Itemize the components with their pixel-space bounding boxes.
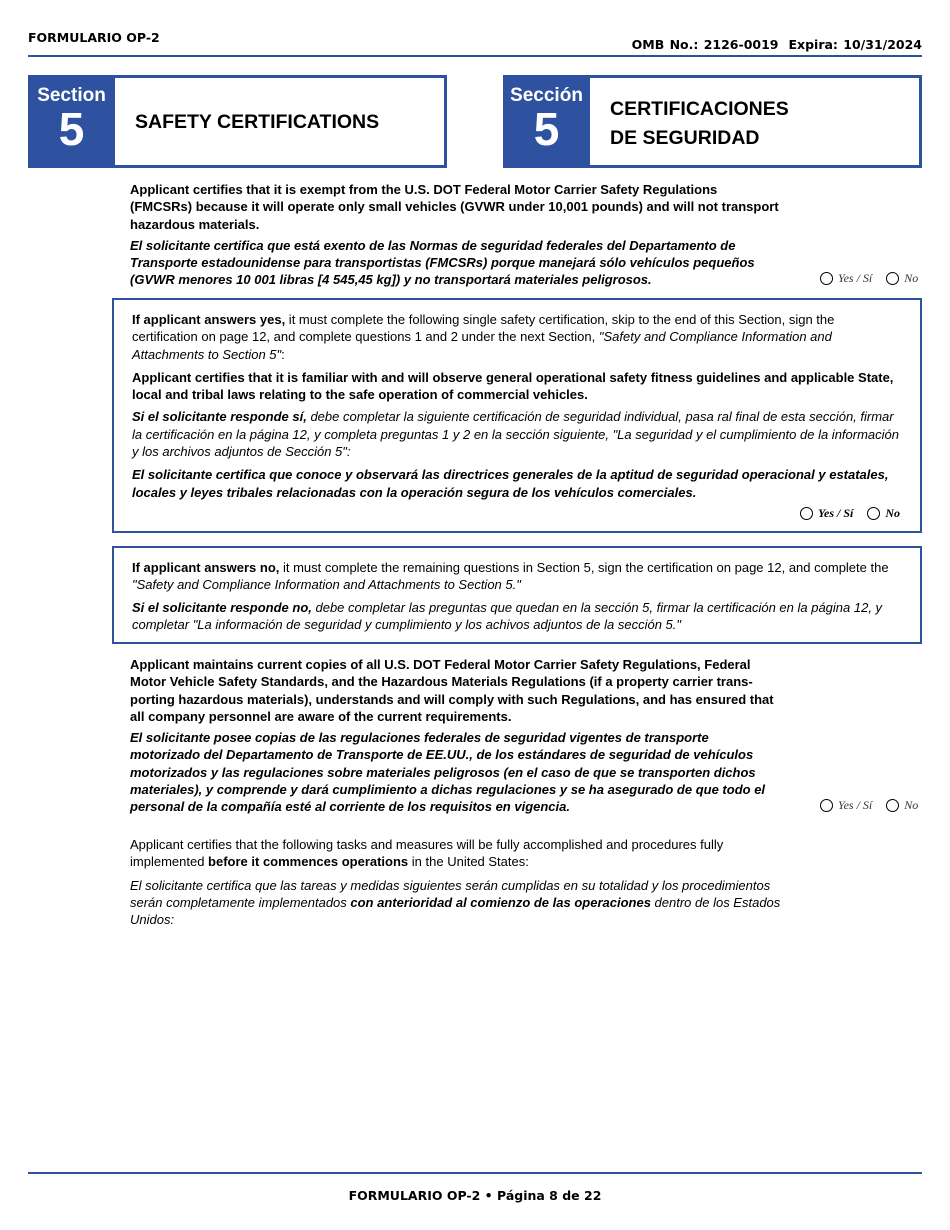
if-yes-lead-en: If applicant answers yes, (132, 312, 286, 327)
tasks-es (130, 877, 790, 929)
if-yes-instructions-es (132, 408, 902, 460)
radio-circle-icon (820, 799, 833, 812)
question-copies (130, 656, 782, 816)
tasks-en-start: Applicant certifies that the following tasks and measures will be fully accomplished and procedures fully implemented (130, 837, 724, 870)
question-exempt-en: Applicant certifies that it is exempt from the U.S. DOT Federal Motor Carrier Safety Regulations (FMCSRs) because it will operate only small vehicles (GVWR under 10,001 pounds) and will not transport hazardous materials. (130, 182, 779, 232)
single-cert-yes-label: Yes / Sí (818, 506, 854, 520)
if-yes-body-en: it must complete the following single safety certification, skip to the end of this Section, sign the certification on page 12, and complete questions 1 and 2 under the next Section, (132, 312, 835, 345)
form-id: FORMULARIO OP-2 (28, 30, 160, 45)
tasks-statement (130, 836, 790, 928)
radio-circle-icon (820, 272, 833, 285)
radio-circle-icon (886, 272, 899, 285)
if-no-ref-en: "Safety and Compliance Information and Attachments to Section 5." (132, 577, 521, 593)
tasks-en-bold: before it commences operations (208, 854, 409, 870)
radio-circle-icon (800, 507, 813, 520)
section-title-es (610, 95, 789, 153)
expiry-date: Expira: 10/31/2024 (788, 37, 922, 52)
if-no-body-en: it must complete the remaining questions in Section 5, sign the certification on page 12, and complete the (279, 560, 889, 575)
single-cert-yes-radio[interactable] (800, 506, 853, 521)
exempt-radio-group (820, 271, 918, 286)
page-footer: FORMULARIO OP-2 • Página 8 de 22 (348, 1188, 602, 1203)
if-no-content (132, 559, 904, 633)
section-number-es: 5 (533, 103, 560, 155)
if-yes-lead-es: Si el solicitante responde sí, (132, 409, 307, 425)
omb-info (632, 37, 922, 52)
footer-rule (28, 1172, 922, 1174)
section-tab-es (503, 75, 590, 168)
question-exempt-es: El solicitante certifica que está exento de las Normas de seguridad federales del Departamento de Transporte estadounidense para transportistas (FMCSRs) porque manejará sólo vehículos pequeños (GVWR menores 10 001 libras [4 545,45 kg]) y no transportará materiales peligrosos. (130, 237, 755, 288)
section-tab-en (28, 75, 115, 168)
copies-radio-group (820, 798, 918, 813)
section-number-en: 5 (58, 103, 85, 155)
if-yes-content (132, 311, 902, 501)
if-yes-colon: : (281, 346, 285, 362)
exempt-no-label: No (904, 271, 919, 285)
tasks-en (130, 836, 790, 871)
header-rule (28, 55, 922, 57)
section-header-en (28, 75, 447, 168)
single-cert-no-radio[interactable] (867, 506, 900, 521)
copies-yes-radio[interactable] (820, 798, 872, 813)
section-word-en: Section (37, 85, 106, 106)
question-exempt (130, 181, 780, 289)
if-no-instructions-es (132, 599, 904, 634)
single-cert-es: El solicitante certifica que conoce y observará las directrices generales de la aptitud de seguridad operacional y estatales, locales y leyes tribales relacionadas con la operación segura de los vehículos comerciales. (132, 467, 889, 500)
section-title-es-line1: CERTIFICACIONES (610, 98, 789, 120)
if-no-lead-es: Si el solicitante responde no, (132, 599, 312, 615)
exempt-yes-label: Yes / Sí (838, 271, 873, 285)
if-yes-instructions-en (132, 311, 902, 363)
copies-no-radio[interactable] (886, 798, 918, 813)
radio-circle-icon (886, 799, 899, 812)
tasks-es-start: El solicitante certifica que las tareas y medidas siguientes serán cumplidas en su totalidad y los procedimientos serán completamente implementados (130, 877, 771, 910)
section-title-es-line2: DE SEGURIDAD (610, 127, 760, 149)
section-header-es (503, 75, 922, 168)
single-cert-radio-group (800, 506, 900, 521)
tasks-es-end: dentro de los Estados Unidos: (130, 894, 781, 928)
if-no-lead-en: If applicant answers no, (132, 560, 280, 575)
question-copies-en: Applicant maintains current copies of all U.S. DOT Federal Motor Carrier Safety Regulations, Federal Motor Vehicle Safety Standards, and the Hazardous Materials Regulations (if a property carrier trans-porting hazardous materials), understands and will comply with such Regulations, and has ensured that all company personnel are aware of the current requirements. (130, 657, 774, 724)
section-word-es: Sección (510, 85, 583, 106)
single-cert-en: Applicant certifies that it is familiar with and will observe general operational safety fitness guidelines and applicable State, local and tribal laws relating to the safe operation of commercial vehicles. (132, 369, 894, 403)
exempt-yes-radio[interactable] (820, 271, 872, 286)
tasks-es-bold: con anterioridad al comienzo de las operaciones (350, 894, 651, 910)
question-copies-es: El solicitante posee copias de las regulaciones federales de seguridad vigentes de transporte motorizado del Departamento de Transporte de EE.UU., de los estándares de seguridad de vehículos motorizados y las regulaciones sobre materiales peligrosos (en el caso de que se transporten dichos materiales), y comprende y dará cumplimiento a dichas regulaciones y se ha asegurado de que todo el personal de la compañía esté al corriente de los requisitos en vigencia. (130, 730, 766, 815)
radio-circle-icon (867, 507, 880, 520)
copies-no-label: No (904, 798, 919, 812)
exempt-no-radio[interactable] (886, 271, 918, 286)
omb-number: OMB No.: 2126-0019 (631, 37, 779, 52)
if-no-body-es: debe completar las preguntas que quedan en la sección 5, firmar la certificación en la página 12, y completar "La información de seguridad y cumplimiento y los achivos adjuntos de la sección 5." (132, 599, 883, 632)
section-title-en: SAFETY CERTIFICATIONS (135, 111, 380, 133)
if-no-instructions-en (132, 559, 904, 594)
single-cert-no-label: No (885, 506, 901, 520)
if-yes-ref-en: "Safety and Compliance Information and Attachments to Section 5" (132, 329, 832, 362)
copies-yes-label: Yes / Sí (838, 798, 873, 812)
if-yes-body-es: debe completar la siguiente certificación de seguridad individual, pasa ral final de esta sección, firmar la certificación en la página 12, y completa preguntas 1 y 2 en la sección siguiente, "La seguridad y el cumplimiento de la información y los archivos adjuntos de Sección 5": (132, 409, 899, 460)
tasks-en-end: in the United States: (408, 854, 529, 870)
